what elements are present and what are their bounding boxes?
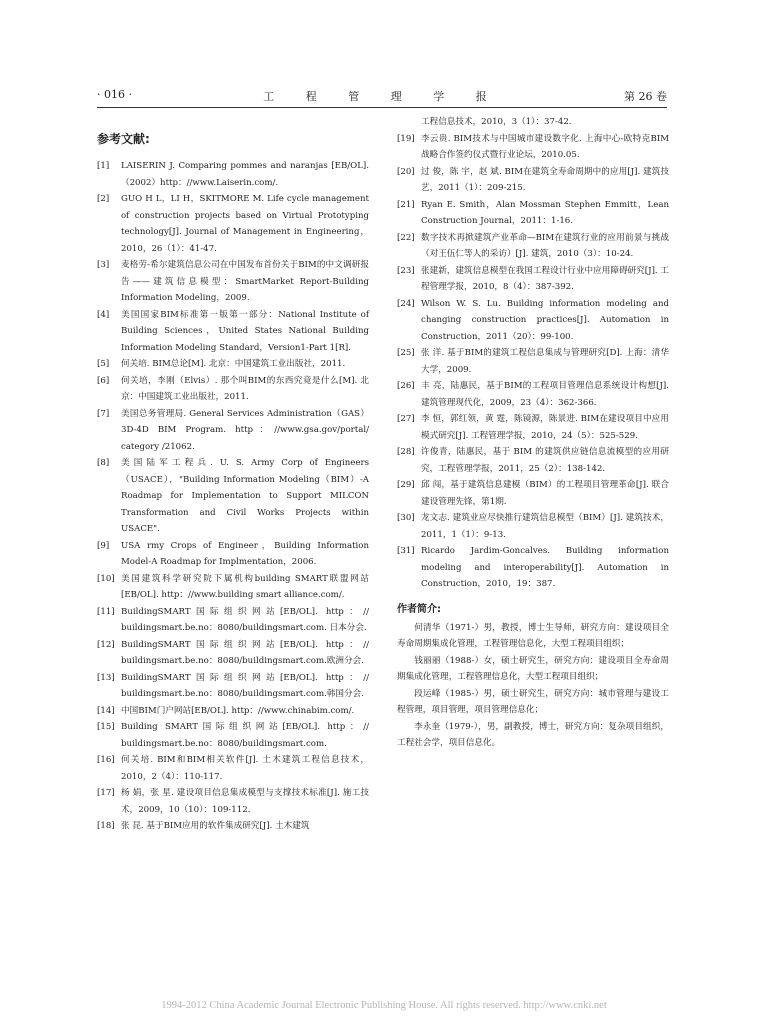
reference-number: [28] (397, 447, 415, 457)
reference-item (397, 230, 669, 263)
journal-name: 工 程 管 理 学 报 (263, 90, 501, 103)
reference-number: [9] (97, 540, 110, 551)
reference-text: 龙文志. 建筑业应尽快推行建筑信息模型（BIM）[J]. 建筑技术，2011，1（1）：9-13. (421, 513, 669, 540)
reference-item (397, 345, 669, 378)
reference-number: [3] (97, 260, 110, 270)
reference-number: [1] (97, 161, 110, 171)
reference-number: [24] (397, 298, 415, 309)
volume-label: 第 26 卷 (624, 90, 667, 103)
reference-item (397, 164, 669, 197)
reference-number: [10] (97, 573, 115, 584)
reference-item (397, 477, 669, 510)
reference-text: 美国建筑科学研究院下属机构building SMART联盟网站[EB/OL]. http：//www.building smart alliance.com/. (121, 573, 369, 600)
reference-text: 数字技术再掀建筑产业革命—BIM在建筑行业的应用前景与挑战（对王伍仁等人的采访）[J]. 建筑，2010（3）：10-24. (421, 232, 669, 259)
author-bio: 段运峰（1985-）男，硕士研究生，研究方向：城市管理与建设工程管理，项目管理，项目管理信息化； (397, 688, 669, 715)
reference-item (97, 373, 369, 406)
author-bio: 钱丽丽（1988-）女，硕士研究生，研究方向：建设项目全寿命周期集成化管理，工程管理信息化，大型工程项目组织； (397, 655, 669, 682)
reference-number: [22] (397, 232, 415, 243)
reference-text: LAISERIN J. Comparing pommes and naranjas [EB/OL]. （2002）http：//www.Laiserin.com/. (121, 161, 369, 188)
reference-text: 张 昆. 基于BIM应用的软件集成研究[J]. 土木建筑 (121, 821, 310, 831)
reference-list-left (97, 158, 369, 835)
reference-item (97, 356, 369, 373)
reference-number: [23] (397, 265, 415, 276)
reference-number: [20] (397, 166, 415, 177)
reference-number: [27] (397, 414, 415, 424)
right-column (397, 114, 669, 752)
reference-item (397, 543, 669, 593)
reference-number: [14] (97, 705, 115, 716)
reference-number: [2] (97, 194, 110, 204)
reference-item (397, 378, 669, 411)
author-bio: 李永奎（1979-），男，副教授，博士，研究方向：复杂项目组织，工程社会学，项目信息化。 (397, 721, 669, 748)
reference-item (397, 131, 669, 164)
reference-text: BuildingSMART国际组织网站[EB/OL]. http：// buildingsmart.be.no：8080/buildingsmart.com.欧洲分会. (121, 639, 369, 666)
reference-text: BuildingSMART国际组织网站[EB/OL]. http：// buildingsmart.be.no：8080/buildingsmart.com. 日本分会. (121, 606, 369, 633)
reference-number: [21] (397, 199, 415, 210)
running-header (97, 88, 667, 104)
reference-number: [5] (97, 359, 110, 369)
page-number: · 016 · (97, 88, 132, 101)
reference-item (97, 785, 369, 818)
reference-item (97, 719, 369, 752)
reference-item (97, 538, 369, 571)
reference-number: [16] (97, 755, 115, 765)
reference-number: [26] (397, 381, 415, 391)
reference-item (397, 444, 669, 477)
reference-text: 张建新，建筑信息模型在我国工程设计行业中应用障碍研究[J]. 工程管理学报，2010，8（4）：387-392. (421, 265, 669, 292)
left-column (97, 131, 369, 835)
reference-text: BuildingSMART国际组织网站[EB/OL]. http：// buildingsmart.be.no：8080/buildingsmart.com.韩国分会. (121, 672, 369, 699)
reference-text: 何关培. BIM总论[M]. 北京：中国建筑工业出版社，2011. (121, 359, 346, 369)
copyright-footer: 1994-2012 China Academic Journal Electronic Publishing House. All rights reserved. http://www.cnki.net (161, 1000, 607, 1011)
reference-number: [29] (397, 480, 415, 490)
reference-number: [30] (397, 513, 415, 523)
reference-list-right (397, 131, 669, 593)
reference-text: 美国陆军工程兵. U. S. Army Corp of Engineers（USACE），"Building Information Modeling（BIM）-A Roadmap for Implementation to Support MILCON Transformation and Civil Works Projects within USACE". (121, 458, 369, 534)
reference-text: 杨 娟，张 星. 建设项目信息集成模型与支撑技术标准[J]. 施工技术，2009，10（10）：109-112. (121, 788, 369, 815)
reference-number: [6] (97, 375, 110, 386)
reference-number: [15] (97, 722, 115, 732)
reference-text: 中国BIM门户网站[EB/OL]. http：//www.chinabim.com/. (121, 705, 355, 716)
header-rule (97, 107, 667, 108)
reference-text: Ryan E. Smith，Alan Mossman Stephen Emmitt，Lean Construction Journal，2011：1-16. (421, 199, 669, 226)
reference-number: [11] (97, 606, 115, 617)
reference-item (97, 571, 369, 604)
reference-number: [19] (397, 133, 415, 144)
reference-text: 李 恒，郭红领，黄 霆，陈镜源，陈景进. BIM在建设项目中应用模式研究[J]. 工程管理学报，2010，24（5）：525-529. (421, 414, 669, 441)
reference-number: [7] (97, 408, 110, 419)
reference-item (97, 455, 369, 538)
reference-text: 丰 亮，陆惠民，基于BIM的工程项目管理信息系统设计构想[J]. 建筑管理现代化，2009，23（4）：362-366. (421, 381, 669, 408)
reference-text: 何关培，李刚（Elvis）. 那个叫BIM的东西究竟是什么[M]. 北京：中国建筑工业出版社，2011. (121, 375, 369, 402)
author-bio-list (397, 620, 669, 752)
reference-text: 李云贵. BIM技术与中国城市建设数字化. 上海中心-欧特克BIM战略合作签约仪式暨行业论坛，2010.05. (421, 133, 669, 160)
reference-number: [8] (97, 458, 110, 468)
reference-number: [18] (97, 821, 115, 831)
reference-text: USA rmy Crops of Engineer，Building Information Model-A Roadmap for Implmentation，2006. (121, 540, 369, 567)
reference-text: 美国国家BIM标准第一版第一部分：National Institute of Building Sciences，United States National Building Information Modeling Standard，Version1-Part 1[R]. (121, 309, 369, 353)
reference-continuation: 工程信息技术，2010，3（1）：37-42. (421, 117, 572, 127)
reference-item (97, 752, 369, 785)
reference-item (97, 703, 369, 720)
reference-item (97, 158, 369, 191)
reference-item (97, 637, 369, 670)
reference-item (397, 510, 669, 543)
reference-text: 何关培. BIM和BIM相关软件[J]. 土木建筑工程信息技术，2010，2（4）：110-117. (121, 755, 369, 782)
reference-text: 许俊青，陆惠民，基于 BIM 的建筑供应链信息流模型的应用研究，工程管理学报，2011，25（2）：138-142. (421, 447, 669, 474)
reference-item (397, 263, 669, 296)
reference-item (397, 411, 669, 444)
reference-item (97, 670, 369, 703)
reference-item (97, 257, 369, 307)
reference-item (97, 604, 369, 637)
reference-item (97, 307, 369, 357)
reference-text: GUO H L，LI H，SKITMORE M. Life cycle management of construction projects based on Virtual Prototyping technology[J]. Journal of Management in Engineering，2010，26（1）：41-47. (121, 194, 369, 254)
reference-text: Building SMART国际组织网站[EB/OL]. http：// buildingsmart.be.no：8080/buildingsmart.com. (121, 722, 369, 749)
reference-number: [25] (397, 348, 415, 358)
reference-text: Ricardo Jardim-Goncalves. Building information modeling and interoperability[J]. Automation in Construction，2010，19：387. (421, 546, 669, 589)
reference-text: 美国总务管理局. General Services Administration（GAS）3D-4D BIM Program. http：//www.gsa.gov/portal/ category /21062. (121, 408, 369, 452)
reference-number: [13] (97, 672, 115, 683)
reference-item (97, 191, 369, 257)
reference-number: [17] (97, 788, 115, 798)
reference-text: 麦格劳-希尔建筑信息公司在中国发布首份关于BIM的中文调研报告——建筑信息模型：SmartMarket Report-Building Information Modeling，2009. (121, 260, 369, 303)
reference-text: 邱 闯，基于建筑信息建模（BIM）的工程项目管理革命[J]. 联合建设管理先锋，第1期. (421, 480, 669, 507)
author-bio: 何清华（1971-）男，教授，博士生导师，研究方向：建设项目全寿命周期集成化管理，工程管理信息化，大型工程项目组织； (397, 622, 669, 649)
references-heading: 参考文献: (97, 132, 150, 146)
reference-text: 张 洋. 基于BIM的建筑工程信息集成与管理研究[D]. 上海：清华大学，2009. (421, 348, 669, 375)
reference-item (397, 296, 669, 346)
reference-item (97, 406, 369, 456)
reference-number: [12] (97, 639, 115, 650)
reference-item (397, 197, 669, 230)
reference-item (97, 818, 369, 835)
reference-text: Wilson W. S. Lu. Building information modeling and changing construction practices[J]. Automation in Construction，2011（20）：99-100. (421, 298, 669, 342)
reference-text: 过 俊，陈 宇，赵 斌. BIM在建筑全寿命周期中的应用[J]. 建筑技艺，2011（1）：209-215. (421, 166, 669, 193)
author-bio-heading: 作者简介: (397, 603, 441, 615)
reference-number: [31] (397, 546, 415, 556)
reference-number: [4] (97, 309, 110, 320)
